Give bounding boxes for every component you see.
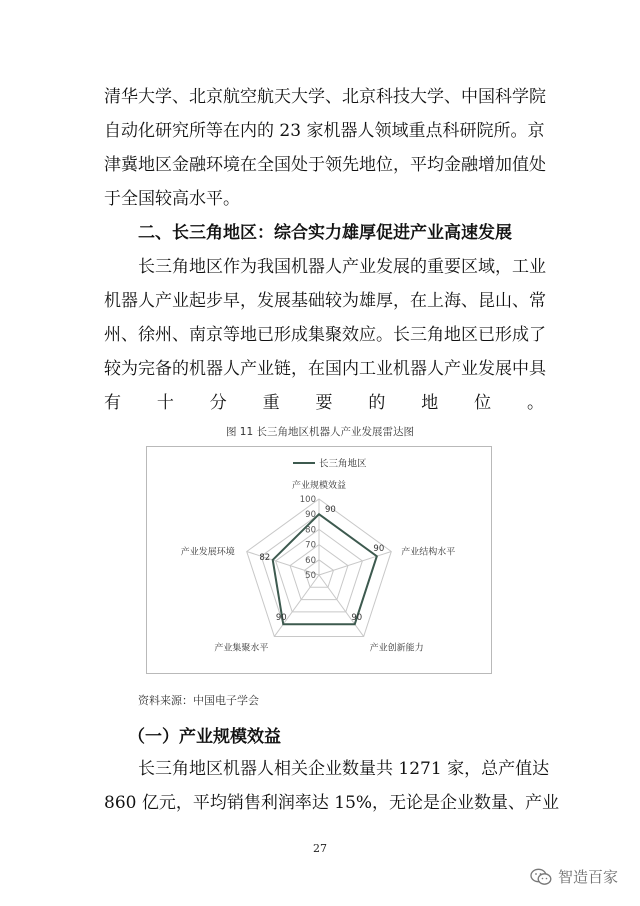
figure-caption: 图 11 长三角地区机器人产业发展雷达图 [225,426,415,438]
radar-axis-label: 产业集聚水平 [214,643,269,654]
wechat-icon [530,868,552,886]
radar-chart [146,446,492,674]
intro-line: 自动化研究所等在内的 23 家机器人领域重点科研院所。京 [104,121,545,141]
section-line: 较为完备的机器人产业链，在国内工业机器人产业发展中具 [104,359,546,379]
radar-data-label: 90 [275,613,287,624]
radar-axis-label: 产业规模效益 [291,481,347,491]
radar-axis-label: 产业发展环境 [180,547,235,558]
subsection-line: 长三角地区机器人相关企业数量共 1271 家，总产值达 [138,759,550,779]
figure-source: 资料来源：中国电子学会 [138,694,259,707]
intro-line: 津冀地区金融环境在全国处于领先地位，平均金融增加值处 [104,155,546,175]
section-line: 机器人产业起步早，发展基础较为雄厚，在上海、昆山、常 [104,291,546,311]
radar-tick-label: 80 [305,525,316,536]
intro-line: 清华大学、北京航空航天大学、北京科技大学、中国科学院 [104,87,546,107]
subsection-line: 860 亿元，平均销售利润率达 15%，无论是企业数量、产业 [104,793,560,813]
intro-paragraph [104,80,544,216]
section-heading: 二、长三角地区：综合实力雄厚促进产业高速发展 [138,223,512,243]
radar-data-label: 90 [373,544,385,555]
radar-spoke [319,552,391,575]
radar-series-line [273,514,377,624]
section-paragraph [104,250,544,420]
radar-data-label: 90 [325,505,336,516]
radar-tick-label: 50 [305,571,316,581]
legend-label: 长三角地区 [319,458,367,470]
radar-tick-label: 90 [305,510,316,521]
section-line: 有十分重要的地位。 [104,393,544,413]
watermark [530,866,618,887]
radar-tick-label: 70 [305,540,316,551]
radar-axis-label: 产业创新能力 [369,643,424,654]
watermark-text: 智造百家 [557,868,618,886]
radar-tick-label: 60 [305,555,316,566]
section-line: 长三角地区作为我国机器人产业发展的重要区域，工业 [138,257,546,277]
section-line: 州、徐州、南京等地已形成集聚效应。长三角地区已形成了 [104,325,546,345]
subsection-heading: （一）产业规模效益 [128,727,281,747]
intro-line: 于全国较高水平。 [104,189,240,209]
radar-svg [147,447,491,673]
radar-axis-label: 产业结构水平 [401,547,456,558]
radar-data-label: 90 [351,613,363,624]
page-number: 27 [313,842,327,855]
radar-tick-label: 100 [299,495,316,505]
subsection-paragraph [104,752,560,820]
radar-spoke [319,575,364,636]
radar-data-label: 82 [259,552,271,563]
